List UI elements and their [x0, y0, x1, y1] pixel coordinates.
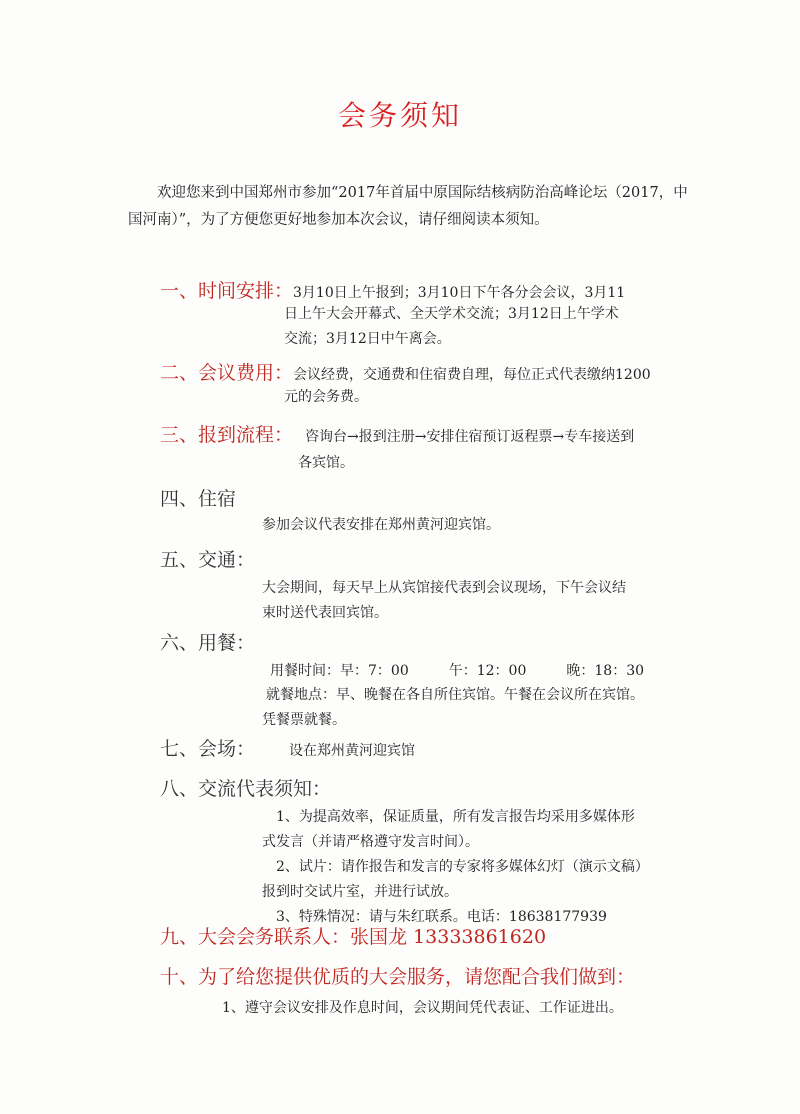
section-1-line-1: 3月10日上午报到；3月10日下午各分会会议，3月11: [293, 285, 626, 301]
section-8-line-1: 1、为提高效率，保证质量，所有发言报告均采用多媒体形: [276, 809, 635, 825]
contact-person: 张国龙 13333861620: [350, 926, 547, 948]
section-3-title: 三、报到流程：: [160, 424, 294, 446]
meal-lunch: 午：12：00: [448, 663, 527, 679]
section-3-line-1: 咨询台→报到注册→安排住宿预订返程票→专车接送到: [305, 429, 635, 445]
section-1-line-3: 交流；3月12日中午离会。: [284, 331, 451, 347]
section-9-heading: [160, 922, 546, 949]
section-6-location: [262, 683, 644, 733]
section-8-body: [262, 805, 649, 930]
section-5-line-2: 束时送代表回宾馆。: [262, 605, 388, 621]
section-8-line-3: 2、试片：请作报告和发言的专家将多媒体幻灯（演示文稿）: [276, 859, 649, 875]
section-4-body: [262, 513, 500, 538]
section-2-body: [284, 385, 368, 410]
section-4-heading: 四、住宿: [160, 488, 237, 510]
section-3-line-2: 各宾馆。: [298, 455, 354, 471]
section-1-line-2: 日上午大会开幕式、全天学术交流；3月12日上午学术: [284, 306, 619, 322]
section-2-line-2: 元的会务费。: [284, 389, 368, 405]
section-1-body: [284, 302, 619, 352]
section-8-line-5: 3、特殊情况：请与朱红联系。电话：18638177939: [276, 909, 607, 925]
intro-paragraph: 欢迎您来到中国郑州市参加“2017年首届中原国际结核病防治高峰论坛（2017，中国河南）”，为了方便您更好地参加本次会议，请仔细阅读本须知。: [128, 185, 688, 228]
section-3-heading: [160, 420, 634, 447]
meal-time-label: 用餐时间：: [270, 663, 340, 679]
section-8-line-2: 式发言（并请严格遵守发言时间）。: [262, 834, 479, 850]
section-2-title: 二、会议费用：: [160, 362, 294, 384]
section-1-title: 一、时间安排：: [160, 280, 294, 302]
section-10-heading: 十、为了给您提供优质的大会服务，请您配合我们做到：: [160, 966, 636, 988]
section-5-line-1: 大会期间，每天早上从宾馆接代表到会议现场，下午会议结: [262, 580, 626, 596]
section-10-line-1: 1、遵守会议安排及作息时间，会议期间凭代表证、工作证进出。: [222, 1000, 623, 1016]
section-10-body: [222, 996, 623, 1021]
section-7-text: 设在郑州黄河迎宾馆: [289, 743, 416, 759]
section-9-title: 九、大会会务联系人：: [160, 926, 351, 948]
section-5-body: [262, 576, 626, 626]
page-title: 会务须知: [337, 99, 462, 132]
section-5-heading: 五、交通：: [160, 549, 256, 571]
section-7-title: 七、会场：: [160, 738, 256, 760]
section-6-line-1: 就餐地点：早、晚餐在各自所住宾馆。午餐在会议所在宾馆。: [266, 687, 644, 703]
section-2-line-1: 会议经费，交通费和住宿费自理，每位正式代表缴纳1200: [293, 367, 651, 383]
section-4-line-1: 参加会议代表安排在郑州黄河迎宾馆。: [262, 517, 500, 533]
section-6-heading: 六、用餐：: [160, 632, 256, 654]
meal-breakfast: 早：7：00: [340, 663, 409, 679]
section-8-line-4: 报到时交试片室，并进行试放。: [262, 884, 458, 900]
section-6-line-2: 凭餐票就餐。: [262, 712, 346, 728]
section-8-heading: 八、交流代表须知：: [160, 778, 332, 800]
meal-dinner: 晚：18：30: [566, 663, 645, 679]
section-6-body: [270, 659, 644, 684]
section-2-heading: [160, 358, 651, 385]
section-7-heading: [160, 734, 415, 761]
meal-times-row: [270, 659, 644, 684]
section-3-body: [298, 451, 354, 476]
section-1-heading: [160, 276, 625, 303]
